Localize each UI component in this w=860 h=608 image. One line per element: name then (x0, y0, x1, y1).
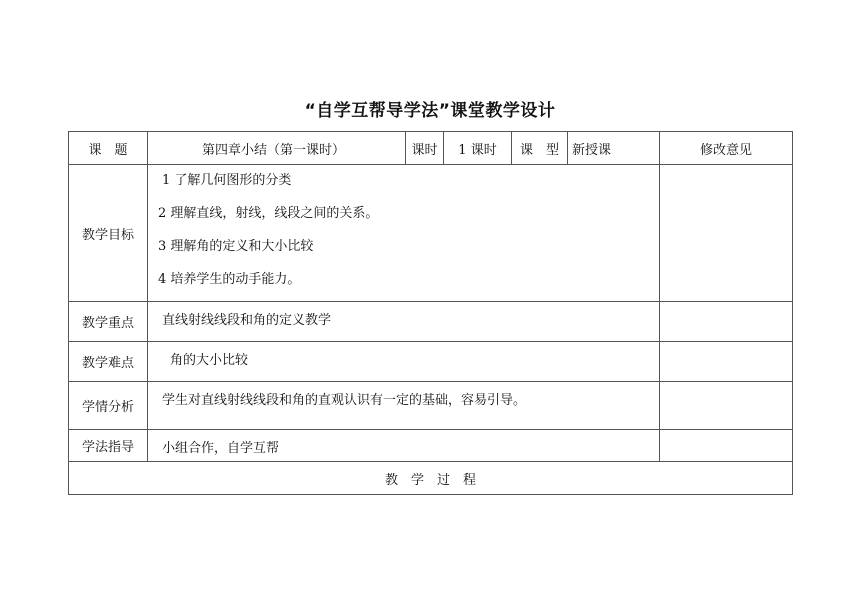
difficulties-value: 角的大小比较 (148, 342, 660, 382)
period-value: 1 课时 (444, 132, 512, 165)
analysis-revision-cell (660, 382, 793, 430)
analysis-label: 学情分析 (69, 382, 148, 430)
objectives-row (69, 165, 793, 302)
analysis-value: 学生对直线射线线段和角的直观认识有一定的基础，容易引导。 (148, 382, 660, 430)
method-label: 学法指导 (69, 430, 148, 462)
objectives-label: 教学目标 (69, 165, 148, 302)
header-row (69, 132, 793, 165)
lesson-type-value: 新授课 (568, 132, 660, 165)
difficulties-revision-cell (660, 342, 793, 382)
process-heading: 教 学 过 程 (69, 462, 793, 495)
topic-value: 第四章小结（第一课时） (148, 132, 406, 165)
revision-label: 修改意见 (660, 132, 793, 165)
period-label: 课时 (406, 132, 444, 165)
objectives-content (148, 165, 660, 302)
method-row (69, 430, 793, 462)
lesson-plan-table (68, 131, 793, 495)
process-row (69, 462, 793, 495)
difficulties-label: 教学难点 (69, 342, 148, 382)
objective-item: 3 理解角的定义和大小比较 (158, 239, 314, 254)
method-value: 小组合作，自学互帮 (148, 430, 660, 462)
method-revision-cell (660, 430, 793, 462)
difficulties-row (69, 342, 793, 382)
objectives-revision-cell (660, 165, 793, 302)
objective-item: 2 理解直线，射线，线段之间的关系。 (158, 206, 379, 221)
objective-item: 4 培养学生的动手能力。 (158, 272, 301, 287)
objective-item: 1 了解几何图形的分类 (162, 173, 292, 188)
analysis-row (69, 382, 793, 430)
lesson-type-label: 课 型 (512, 132, 568, 165)
key-points-row (69, 302, 793, 342)
key-points-label: 教学重点 (69, 302, 148, 342)
topic-label: 课 题 (69, 132, 148, 165)
key-points-value: 直线射线线段和角的定义教学 (148, 302, 660, 342)
key-points-revision-cell (660, 302, 793, 342)
document-title: “自学互帮导学法”课堂教学设计 (304, 101, 556, 121)
